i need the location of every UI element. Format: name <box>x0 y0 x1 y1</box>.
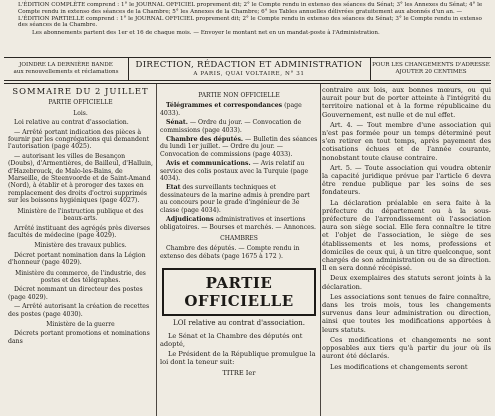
index-item <box>160 119 318 134</box>
partie-non-officielle-heading: PARTIE NON OFFICIELLE <box>198 92 280 99</box>
top-rule <box>4 57 491 58</box>
sommaire-item: — autorisant les villes de Besançon (Doubs), d'Armentières, de Bailleul, d'Halluin, d'Hazebrouck, de Malo-les-Bains, de Marseille, de Steenvoorde et de Saint-Amand (Nord), à établir et à proroger des taxes en remplacement des droits d'octroi supprimés sur les boissons hygiéniques (page 4027). <box>8 152 153 205</box>
sommaire-item: Décret portant nomination dans la Légion d'honneur (page 4029). <box>8 251 146 267</box>
index-item-lead: Télégrammes et correspondances <box>166 102 283 110</box>
sommaire-item: — Arrêté autorisant la création de recettes des postes (page 4030). <box>8 303 150 318</box>
box-divider-left <box>128 57 129 81</box>
sommaire-item: Décret nommant un directeur des postes (page 4029). <box>8 286 143 301</box>
box-double-rule <box>4 83 491 84</box>
ministere-heading: Ministère du commerce, de l'industrie, des postes et des télégraphes. <box>15 269 146 284</box>
law-paragraph: Art. 4. — Tout membre d'une association qui n'est pas formée pour un temps déterminé peut s'en retirer en tout temps, après payement des cotisations échues et de l'année courante, nonobstant toute clause contraire. <box>322 120 491 162</box>
ministere-heading: Ministère de la guerre <box>46 320 115 328</box>
law-preamble: Le Sénat et la Chambre des députés ont adopté, <box>160 331 303 348</box>
index-item <box>160 136 318 158</box>
index-item-text: — Avis relatif au service des colis postaux avec la Turquie (page 4034). <box>160 160 309 183</box>
chambres-heading: CHAMBRES <box>220 234 258 242</box>
box-divider-right <box>370 57 371 81</box>
law-paragraph: Ces modifications et changements ne sont opposables aux tiers qu'à partir du jour où ils auront été déclarés. <box>322 335 491 361</box>
index-item-text: — Ordre du jour. — Convocation de commissions (page 4033). <box>160 119 302 134</box>
law-paragraph: Art. 5. — Toute association qui voudra obtenir la capacité juridique prévue par l'article 6 devra être rendue publique par les soins de ses fondateurs. <box>322 163 491 197</box>
index-item-text: (page 4033). <box>160 102 302 117</box>
subscription-notice: Les abonnements partent des 1er et 16 de chaque mois. — Envoyer le montant net en un mandat-poste à l'Administration. <box>32 30 380 37</box>
index-item-text: des surveillants techniques et dessinateurs de la marine admis à prendre part au concours pour le grade d'ingénieur de 3e classe (page 4034). <box>160 184 310 214</box>
box-right-line2: AJOUTER 20 CENTIMES <box>395 68 467 75</box>
lois-heading: Lois. <box>73 109 88 117</box>
column-divider-1 <box>156 84 157 416</box>
ministere-heading: Ministère des travaux publics. <box>34 242 127 250</box>
index-item <box>160 160 318 182</box>
direction-address: A PARIS, QUAI VOLTAIRE, N° 31 <box>193 71 305 77</box>
box-center <box>130 60 368 78</box>
index-item <box>160 184 318 214</box>
law-text-column <box>322 86 491 416</box>
index-item-lead: Etat <box>166 184 181 192</box>
index-item-text: — Bulletin des séances du lundi 1er juillet. — Ordre du jour. — Convocation de commissions (page 4033). <box>160 136 318 158</box>
law-paragraph: Les associations sont tenues de faire connaître, dans les trois mois, tous les changements survenus dans leur administration ou direction, ainsi que toutes les modifications apportées à leurs statuts. <box>322 292 491 334</box>
sommaire-item: Loi relative au contrat d'association. <box>14 119 129 127</box>
partie-officielle-heading: PARTIE OFFICIELLE <box>48 99 113 107</box>
law-paragraph: Deux exemplaires des statuts seront joints à la déclaration. <box>322 274 491 291</box>
box-left-line1: JOINDRE LA DERNIÈRE BANDE <box>19 62 113 68</box>
partie-officielle-title: PARTIE OFFICIELLE <box>162 268 316 316</box>
box-left-line2: aux renouvellements et réclamations <box>13 68 119 75</box>
index-item-lead: Avis et communications. <box>166 160 251 168</box>
index-item-lead: Sénat. <box>166 119 188 127</box>
sommaire-column <box>8 88 153 416</box>
law-paragraph: Les modifications et changements seront <box>330 362 468 371</box>
law-paragraph: La déclaration préalable en sera faite à la préfecture du département ou à la sous-préfecture de l'arrondissement où l'association aura son siège social. Elle fera connaître le titre et l'objet de l'association, le siège de ses établissements et les noms, professions et domiciles de ceux qui, à un titre quelconque, sont chargés de son administration ou de sa direction. Il en sera donné récépissé. <box>322 198 491 273</box>
box-right-line1: POUR LES CHANGEMENTS D'ADRESSE <box>372 62 490 68</box>
ministere-heading: Ministère de l'instruction publique et des beaux-arts. <box>17 207 144 223</box>
titre-heading: TITRE Ier <box>222 368 256 377</box>
index-item <box>160 216 318 231</box>
sommaire-title: SOMMAIRE DU 2 JUILLET <box>12 88 149 96</box>
sommaire-item: — Arrêté portant indication des pièces à fournir par les congrégations qui demandent l'autorisation (page 4025). <box>8 128 150 151</box>
law-title: LOI relative au contrat d'association. <box>173 319 305 328</box>
chambres-item: Chambre des députés. — Compte rendu in extenso des débats (page 1675 à 172 ). <box>160 245 300 260</box>
subscription-header <box>18 2 490 37</box>
box-bottom-rule <box>4 80 491 81</box>
index-item-lead: Chambre des députés. <box>166 136 244 144</box>
sommaire-item: Arrêté instituant des agrégés près diverses facultés de médecine (page 4029). <box>8 224 150 239</box>
sommaire-item: Décrets portant promotions et nominations dans <box>8 330 150 345</box>
box-right <box>372 62 490 76</box>
law-paragraph: contraire aux lois, aux bonnes mœurs, ou qui aurait pour but de porter atteinte à l'intégrité du territoire national et à la forme républicaine du Gouvernement, est nulle et de nul effet. <box>322 86 491 119</box>
index-item <box>160 102 318 117</box>
edition-notice: L'ÉDITION COMPLÈTE comprend : 1° le JOURNAL OFFICIEL proprement dit; 2° le Compte rendu in extenso des séances du Sénat; 3° les Annexes du Sénat; 4° le Compte rendu in extenso des séances de la Chambre; 5° les Annexes de la Chambre; 6° les Tables annuelles délivrées gratuitement aux abonnés d'un an. — L'ÉDITION PARTIELLE comprend : 1° le JOURNAL OFFICIEL proprement dit; 2° le Compte rendu in extenso des séances du Sénat; 3° le Compte rendu in extenso des séances de la Chambre. <box>18 2 483 29</box>
non-officielle-column <box>160 88 318 416</box>
column-divider-2 <box>320 84 321 416</box>
box-left <box>6 62 126 76</box>
index-item-lead: Adjudications <box>166 216 214 224</box>
law-promulgation: Le Président de la République promulgue la loi dont la teneur suit: <box>160 349 316 366</box>
direction-title: DIRECTION, RÉDACTION ET ADMINISTRATION <box>135 60 363 70</box>
index-item-text: administratives et insertions obligatoires. — Bourses et marchés. — Annonces. <box>160 216 316 231</box>
